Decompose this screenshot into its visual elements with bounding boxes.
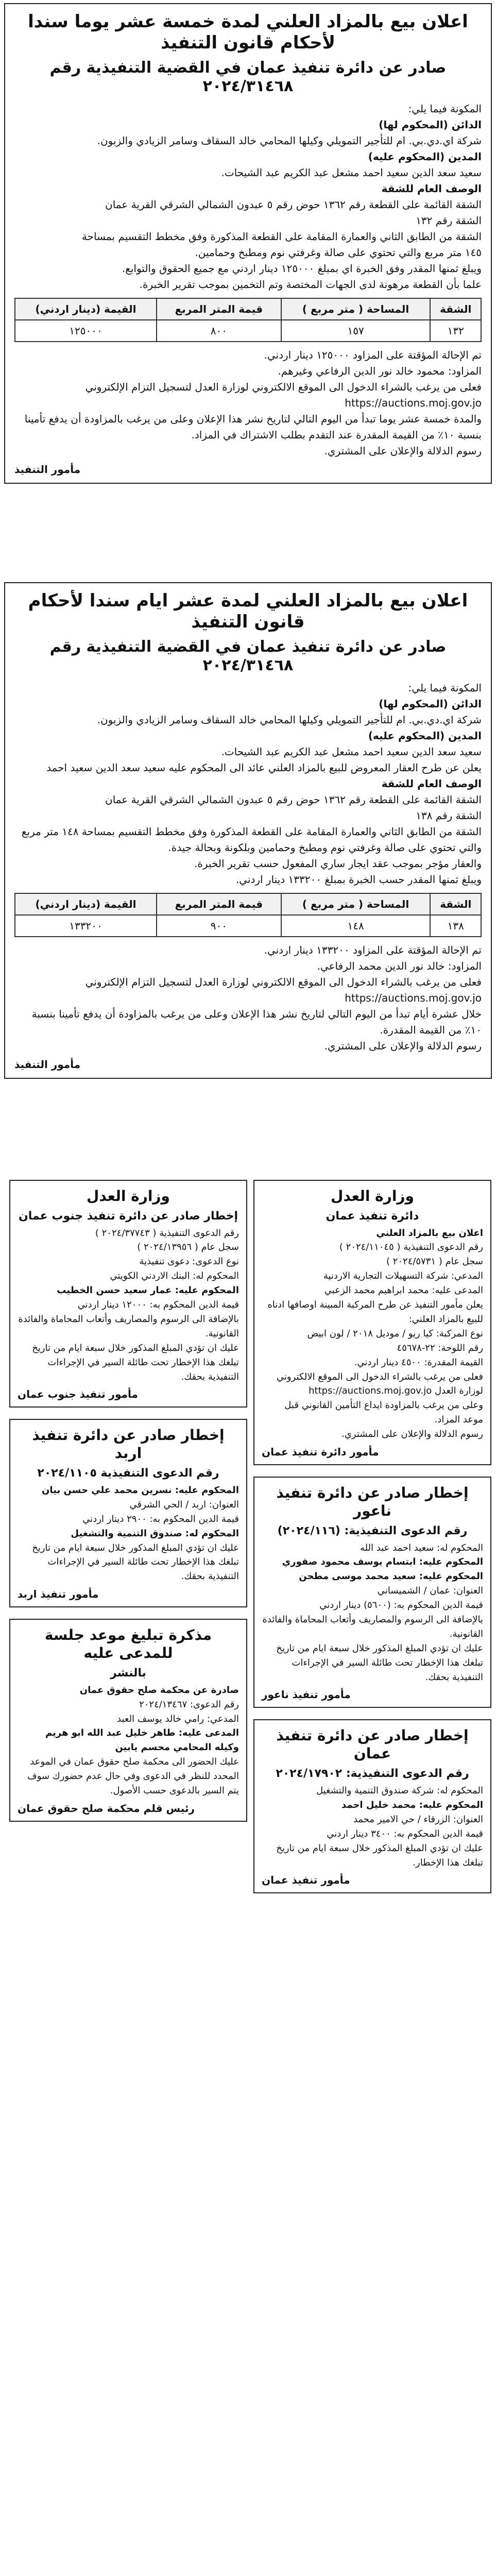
table-header: قيمة المتر المربع	[157, 298, 281, 320]
box-signature: مأمور تنفيذ جنوب عمان	[18, 1388, 138, 1401]
box-line: عليك الحضور الى محكمة صلح حقوق عمان في الموعد المحدد للنظر في الدعوى وفي حال عدم حضورك سوف يتم السير بالدعوى حسب الأصول.	[27, 1756, 239, 1797]
notice-2-line: والتي تحتوي على صالة وغرفتي نوم ومطبخ وحمامين وبلكونة وبحالة جيدة.	[168, 841, 482, 854]
auction-notice-1	[4, 3, 492, 484]
notice-1-subtitle: صادر عن دائرة تنفيذ عمان في القضية التنفيذية رقم ٢٠٢٤/٣١٤٦٨	[49, 58, 447, 95]
notice-1-after: فعلى من يرغب بالشراء الدخول الى الموقع الالكتروني لوزارة العدل لتسجيل التزام الإلكتروني https://auctions.moj.gov.jo	[85, 380, 482, 409]
box-line: المحكوم عليه: عمار سعيد حسن الخطيب	[57, 1285, 239, 1296]
box-line: عليك ان تؤدي المبلغ المذكور خلال سبعة ايام من تاريخ تبلغك هذا الإخطار تحت طائلة السير في الإجراءات التنفيذية بحقك.	[32, 1542, 239, 1582]
notice-2-title: اعلان بيع بالمزاد العلني لمدة عشر ايام سندا لأحكام قانون التنفيذ	[28, 590, 468, 632]
notice-1-line: الشقة رقم ١٣٢	[416, 214, 482, 227]
notice-2-line: الشقة رقم ١٣٨	[416, 809, 482, 822]
notice-1-line: شركة اي.دي.بي. ام للتأجير التمويلي وكيلها المحامي خالد السقاف وسامر الزيادي والزبون.	[97, 134, 482, 147]
box-line: سجل عام ( ٢٠٢٤/١٣٩٥٦ )	[137, 1242, 239, 1253]
box-subtitle: إخطار صادر عن دائرة تنفيذ جنوب عمان	[18, 1210, 238, 1223]
notice-2-subtitle: صادر عن دائرة تنفيذ عمان في القضية التنفيذية رقم ٢٠٢٤/٣١٤٦٨	[49, 637, 447, 674]
box-line: قيمة الدين المحكوم به: ٢٩٠٠ دينار اردني	[82, 1513, 239, 1524]
table-cell: ١٢٥٠٠٠	[15, 320, 157, 342]
box-line: نوع الدعوى: دعوى تنفيذية	[139, 1256, 239, 1267]
notice-2-line: المكونة فيما يلي:	[408, 681, 482, 694]
box-line: عليك ان تؤدي المبلغ المذكور خلال سبعة ايام من تاريخ تبلغك هذا الإخطار تحت طائلة السير في الإجراءات التنفيذية بحقك.	[276, 1642, 483, 1683]
box-signature: رئيس قلم محكمة صلح حقوق عمان	[18, 1802, 195, 1815]
notice-1-after: رسوم الدلالة والإعلان على المشتري.	[324, 444, 482, 457]
box-subtitle: رقم الدعوى التنفيذية: ٢٠٢٤/١٧٩٠٢	[276, 1767, 469, 1781]
box-line: المدعى عليه: طاهر خليل عبد الله ابو هريم	[45, 1727, 239, 1739]
box-line: المحكوم له: صندوق التنمية والتشغيل	[71, 1528, 239, 1539]
box-line: المحكوم له: سعيد احمد عبد الله	[360, 1542, 483, 1553]
notice-1-line: ويبلغ ثمنها المقدر وفق الخبرة اي بمبلغ ١٢٥٠٠٠ دينار اردني مع جميع الحقوق والتوابع.	[122, 262, 482, 275]
box-line: المحكوم عليه: نسرين محمد علي حسن بيان	[41, 1484, 239, 1496]
box-line: العنوان: عمان / الشميساني	[377, 1585, 483, 1597]
notice-2-after: رسوم الدلالة والإعلان على المشتري.	[324, 1039, 482, 1052]
table-header: المساحة ( متر مربع )	[281, 893, 431, 915]
box-line: نوع المركبة: كيا ريو / موديل ٢٠١٨ / لون ابيض	[307, 1328, 483, 1339]
box-line: يعلن مأمور التنفيذ عن طرح المركبة المبينة اوصافها ادناه للبيع بالمزاد العلني:	[267, 1299, 483, 1325]
notice-2-after: تم الإحالة المؤقتة على المزاود ١٣٣٢٠٠ دينار اردني.	[264, 943, 482, 956]
notice-1-line: ١٤٥ متر مربع والتي تحتوي على صالة وغرفتي نوم ومطبخ وحمامين.	[195, 246, 482, 259]
box-line: رقم الدعوى التنفيذية ( ٢٠٢٤/٣٧٧٤٣ )	[95, 1227, 239, 1239]
box-line: قيمة الدين المحكوم به: (٥٦٠٠) دينار اردني	[319, 1600, 483, 1611]
table-header: الشقة	[430, 893, 481, 915]
table-header: القيمة (دينار اردني)	[15, 298, 157, 320]
box-title: إخطار صادر عن دائرة تنفيذ ناعور	[276, 1484, 469, 1519]
table-row	[15, 915, 481, 937]
box-line: سجل عام ( ٢٠٢٤/٥٧٣١ )	[386, 1256, 483, 1267]
notice-2-line: شركة اي.دي.بي. ام للتأجير التمويلي وكيلها المحامي خالد السقاف وسامر الزيادي والزبون.	[97, 713, 482, 726]
box-line: رقم الدعوى التنفيذية ( ٢٠٢٤/١١٠٤٥ )	[339, 1242, 483, 1253]
notice-box	[253, 1180, 491, 1465]
table-cell: ١٣٢	[430, 320, 481, 342]
box-line: رقم الدعوى: ٢٠٢٤/١٣٤٦٧	[139, 1699, 239, 1710]
box-line: المحكوم له: شركة صندوق التنمية والتشغيل	[316, 1785, 483, 1797]
notice-2-line: الوصف العام للشقة	[381, 777, 482, 790]
notice-box	[253, 1477, 491, 1708]
table-header: القيمة (دينار اردني)	[15, 893, 157, 915]
table-cell: ١٤٨	[281, 915, 431, 937]
box-line: وكيله المحامي محسم يابين	[115, 1742, 239, 1753]
notice-2-line: الشقة القائمة على القطعة رقم ١٣٦٢ حوض رقم ٥ عبدون الشمالي الشرقي القرية عمان	[105, 793, 482, 806]
left-column	[9, 1180, 247, 1833]
box-title: وزارة العدل	[87, 1188, 170, 1205]
box-line: رقم اللوحة: ٢٢-٤٥٦٧٨	[397, 1342, 483, 1353]
box-line: وعلى من يرغب بالمزاودة ايداع التأمين القانوني قبل موعد المزاد.	[284, 1400, 483, 1426]
box-line: المدعي: شركة التسهيلات التجارية الاردنية	[323, 1270, 483, 1282]
box-line: المحكوم عليه: ابتسام يوسف محمود صقوري	[282, 1556, 483, 1568]
notice-1-line: الشقة من الطابق الثاني والعمارة المقامة على القطعة المذكورة وفق مخطط التقسيم بمساحة	[81, 230, 482, 243]
box-line: المحكوم عليه: سعيد محمد موسى مطحن	[299, 1571, 483, 1582]
notice-box	[9, 1619, 247, 1822]
notice-box	[253, 1719, 491, 1893]
notice-1-after: تم الإحالة المؤقتة على المزاود ١٢٥٠٠٠ دينار اردني.	[264, 348, 482, 361]
notice-1-line: علما بأن القطعة مرهونة لدى الجهات المختصة وتم التخمين بموجب تقرير الخبرة.	[139, 278, 482, 291]
table-cell: ٨٠٠	[157, 320, 281, 342]
box-line: اعلان بيع بالمزاد العلني	[376, 1227, 483, 1239]
notice-1-line: الدائن (المحكوم لها)	[379, 118, 482, 131]
box-line: عليك ان تؤدي المبلغ المذكور خلال سبعة ايام من تاريخ تبلغك هذا الإخطار تحت طائلة السير في الإجراءات التنفيذية بحقك.	[32, 1342, 239, 1382]
notice-box	[9, 1180, 247, 1408]
box-line: قيمة الدين المحكوم به: ٣٤٠٠ دينار اردني	[327, 1828, 483, 1839]
box-subtitle: بالنشر	[110, 1667, 146, 1680]
notice-2-line: الدائن (المحكوم لها)	[379, 697, 482, 710]
notice-1-line: المكونة فيما يلي:	[408, 102, 482, 115]
asset-table-1	[14, 298, 482, 342]
notice-2-line: سعيد سعد الدين سعيد احمد مشعل عبد الكريم عبد الشيحات.	[221, 745, 482, 758]
box-line: المدعى عليه: محمد ابراهيم محمد الزعبي	[324, 1285, 483, 1296]
box-signature: مأمور تنفيذ عمان	[262, 1874, 350, 1887]
table-cell: ١٥٧	[281, 320, 431, 342]
right-column	[253, 1180, 491, 1905]
notice-2-after: فعلى من يرغب بالشراء الدخول الى الموقع الالكتروني لوزارة العدل لتسجيل التزام الإلكتروني https://auctions.moj.gov.jo	[85, 975, 482, 1004]
table-cell: ١٣٨	[430, 915, 481, 937]
notice-1-after: المزاود: محمود خالد نور الدين الرفاعي وغيرهم.	[278, 364, 482, 377]
notice-2-line: المدين (المحكوم عليه)	[368, 729, 482, 742]
box-title: مذكرة تبليغ موعد جلسة للمدعى عليه	[44, 1626, 212, 1662]
notice-2-line: الشقة من الطابق الثاني والعمارة المقامة على القطعة المذكورة وفق مخطط التقسيم بمساحة ١٤٨ متر مربع	[21, 825, 482, 838]
notice-1-line: الوصف العام للشقة	[381, 182, 482, 195]
box-line: صادرة عن محكمة صلح حقوق عمان	[79, 1684, 239, 1696]
box-line: العنوان: اربد / الحي الشرقي	[129, 1499, 239, 1510]
table-header: المساحة ( متر مربع )	[281, 298, 431, 320]
table-cell: ١٣٣٢٠٠	[15, 915, 157, 937]
box-line: بالإضافة الى الرسوم والمصاريف وأتعاب المحاماة والفائدة القانونية.	[18, 1313, 239, 1339]
box-line: بالإضافة الى الرسوم والمصاريف وأتعاب المحاماة والفائدة القانونية.	[262, 1614, 483, 1639]
box-line: المحكوم عليه: محمد خليل احمد	[341, 1799, 483, 1810]
box-signature: مأمور تنفيذ اربد	[18, 1588, 99, 1601]
box-line: المدعي: رامي خالد يوسف العبد	[117, 1713, 239, 1724]
notice-2-signature: مأمور التنفيذ	[14, 1058, 81, 1071]
table-cell: ٩٠٠	[157, 915, 281, 937]
box-title: وزارة العدل	[331, 1188, 414, 1205]
box-line: المحكوم له: البنك الاردني الكويتي	[110, 1270, 239, 1282]
table-header: قيمة المتر المربع	[157, 893, 281, 915]
box-title: إخطار صادر عن دائرة تنفيذ عمان	[276, 1727, 469, 1762]
box-line: قيمة الدين المحكوم به: ١٢٠٠٠ دينار اردني	[77, 1299, 239, 1311]
box-subtitle: دائرة تنفيذ عمان	[326, 1210, 419, 1223]
box-line: العنوان: الزرقاء / حي الامير محمد	[353, 1814, 483, 1825]
notice-1-line: المدين (المحكوم عليه)	[368, 150, 482, 163]
box-line: فعلى من يرغب بالشراء الدخول الى الموقع الالكتروني لوزارة العدل https://auctions.moj.gov.jo	[276, 1371, 483, 1397]
notice-1-line: الشقة القائمة على القطعة رقم ١٣٦٢ حوض رقم ٥ عبدون الشمالي الشرقي القرية عمان	[105, 198, 482, 211]
notice-1-title: اعلان بيع بالمزاد العلني لمدة خمسة عشر يوما سندا لأحكام قانون التنفيذ	[28, 11, 468, 53]
notice-2-after: خلال عشرة أيام تبدأ من اليوم التالي لتاريخ نشر هذا الإعلان وعلى من يرغب بالمزاودة أن يدفع تأمينا بنسبة ١٠٪ من القيمة المقدرة.	[31, 1007, 482, 1036]
notice-2-line: والعقار مؤجر بموجب عقد ايجار ساري المفعول حسب تقرير الخبرة.	[194, 857, 482, 870]
notice-2-line: يعلن عن طرح العقار المعروض للبيع بالمزاد العلني عائد الى المحكوم عليه سعيد سعد الدين سعيد احمد	[46, 761, 482, 774]
table-header: الشقة	[430, 298, 481, 320]
notice-box	[9, 1419, 247, 1607]
box-line: رسوم الدلالة والإعلان على المشتري.	[341, 1429, 483, 1440]
notice-1-line: سعيد سعد الدين سعيد احمد مشعل عبد الكريم عبد الشيحات.	[221, 166, 482, 179]
notice-2-line: ويبلغ ثمنها المقدر حسب الخبرة بمبلغ ١٣٣٢٠٠ دينار اردني.	[235, 873, 482, 886]
auction-notice-2	[4, 582, 492, 1079]
asset-table-2	[14, 893, 482, 937]
box-subtitle: رقم الدعوى التنفيذية ٢٠٢٤/١١٠٥	[37, 1467, 219, 1480]
box-title: إخطار صادر عن دائرة تنفيذ اربد	[32, 1427, 225, 1462]
box-subtitle: رقم الدعوى التنفيذية: (٢٠٢٤/١١٦)	[277, 1524, 468, 1537]
notice-2-after: المزاود: خالد نور الدين محمد الرفاعي.	[317, 959, 482, 972]
box-signature: مأمور دائرة تنفيذ عمان	[262, 1445, 379, 1458]
box-line: القيمة المقدرة: ٤٥٠٠ دينار اردني.	[354, 1357, 483, 1368]
notice-1-signature: مأمور التنفيذ	[14, 463, 81, 476]
box-line: عليك ان تؤدي المبلغ المذكور خلال سبعة ايام من تاريخ تبلغك هذا الإخطار.	[276, 1842, 483, 1868]
table-row	[15, 320, 481, 342]
notice-1-after: والمدة خمسة عشر يوما تبدأ من اليوم التالي لتاريخ نشر هذا الإعلان وعلى من يرغب بالمزاودة أن يدفع تأمينا بنسبة ١٠٪ من القيمة المقدرة عند التقدم بطلب الاشتراك في المزاد.	[24, 412, 482, 441]
box-signature: مأمور تنفيذ ناعور	[262, 1688, 351, 1701]
